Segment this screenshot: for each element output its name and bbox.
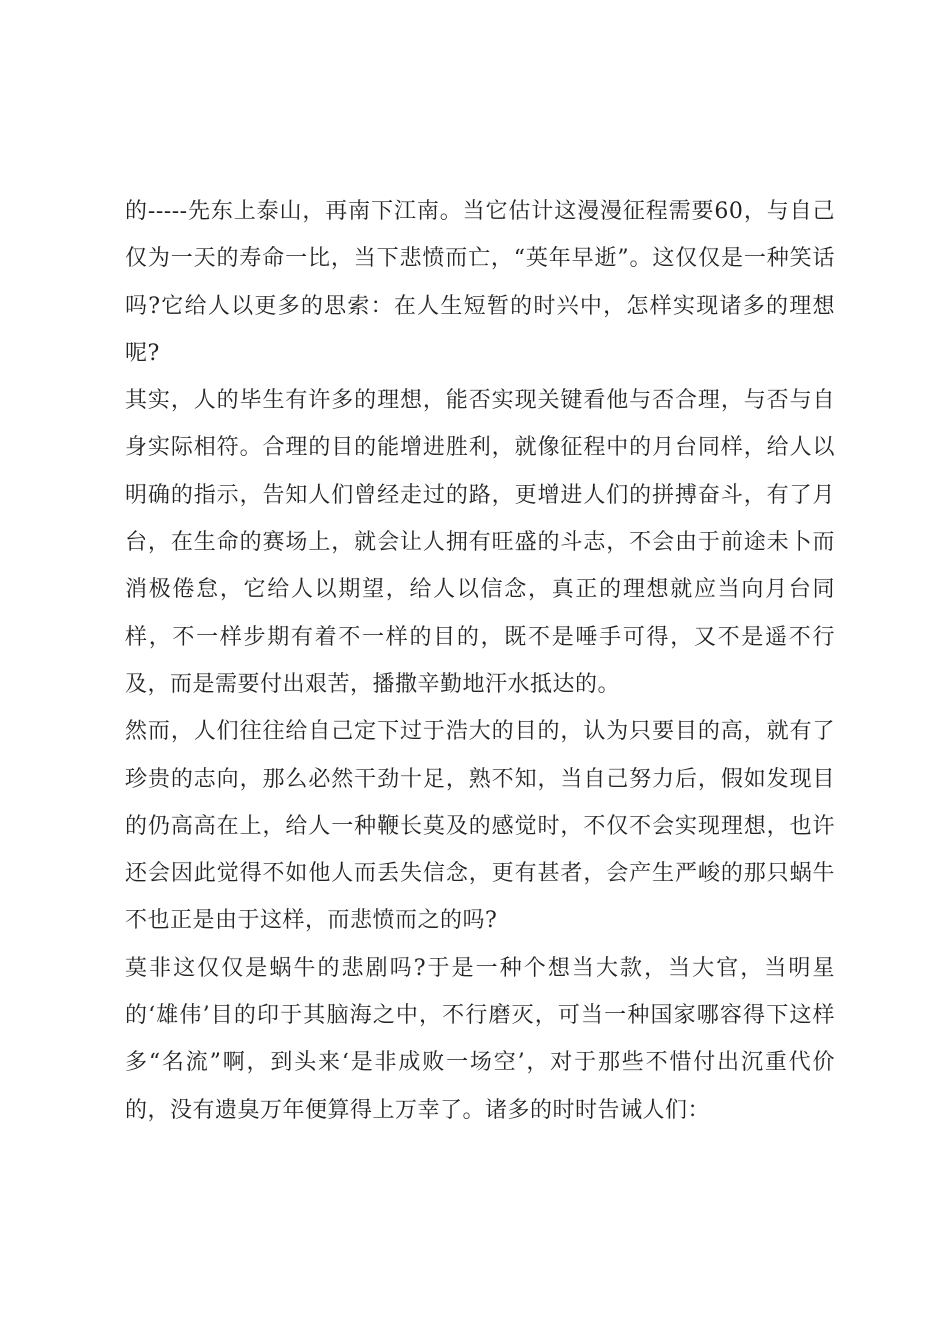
paragraph-3: 然而，人们往往给自己定下过于浩大的目的，认为只要目的高，就有了珍贵的志向，那么必然干劲十足，熟不知，当自己努力后，假如发现目的仍高高在上，给人一种鞭长莫及的感觉时，不仅不会实现理想，也许还会因此觉得不如他人而丢失信念，更有甚者，会产生严峻的那只蜗牛不也正是由于这样，而悲愤而之的吗? <box>125 719 835 934</box>
paragraph-1: 的-----先东上泰山，再南下江南。当它估计这漫漫征程需要60，与自己仅为一天的寿命一比，当下悲愤而亡，“英年早逝”。这仅仅是一种笑话吗?它给人以更多的思索：在人生短暂的时兴中，怎样实现诸多的理想呢? <box>125 199 835 366</box>
paragraph-2: 其实，人的毕生有许多的理想，能否实现关键看他与否合理，与否与自身实际相符。合理的目的能增进胜利，就像征程中的月台同样，给人以明确的指示，告知人们曾经走过的路，更增进人们的拼搏奋斗，有了月台，在生命的赛场上，就会让人拥有旺盛的斗志，不会由于前途未卜而消极倦怠，它给人以期望，给人以信念，真正的理想就应当向月台同样，不一样步期有着不一样的目的，既不是唾手可得，又不是遥不行及，而是需要付出艰苦，播撒辛勤地汗水抵达的。 <box>125 388 835 697</box>
paragraph-4: 莫非这仅仅是蜗牛的悲剧吗?于是一种个想当大款，当大官，当明星的‘雄伟’目的印于其脑海之中，不行磨灭，可当一种国家哪容得下这样多“名流”啊，到头来‘是非成败一场空’，对于那些不惜付出沉重代价的，没有遗臭万年便算得上万幸了。诸多的时时告诫人们： <box>125 955 835 1123</box>
document-body <box>125 188 835 1134</box>
